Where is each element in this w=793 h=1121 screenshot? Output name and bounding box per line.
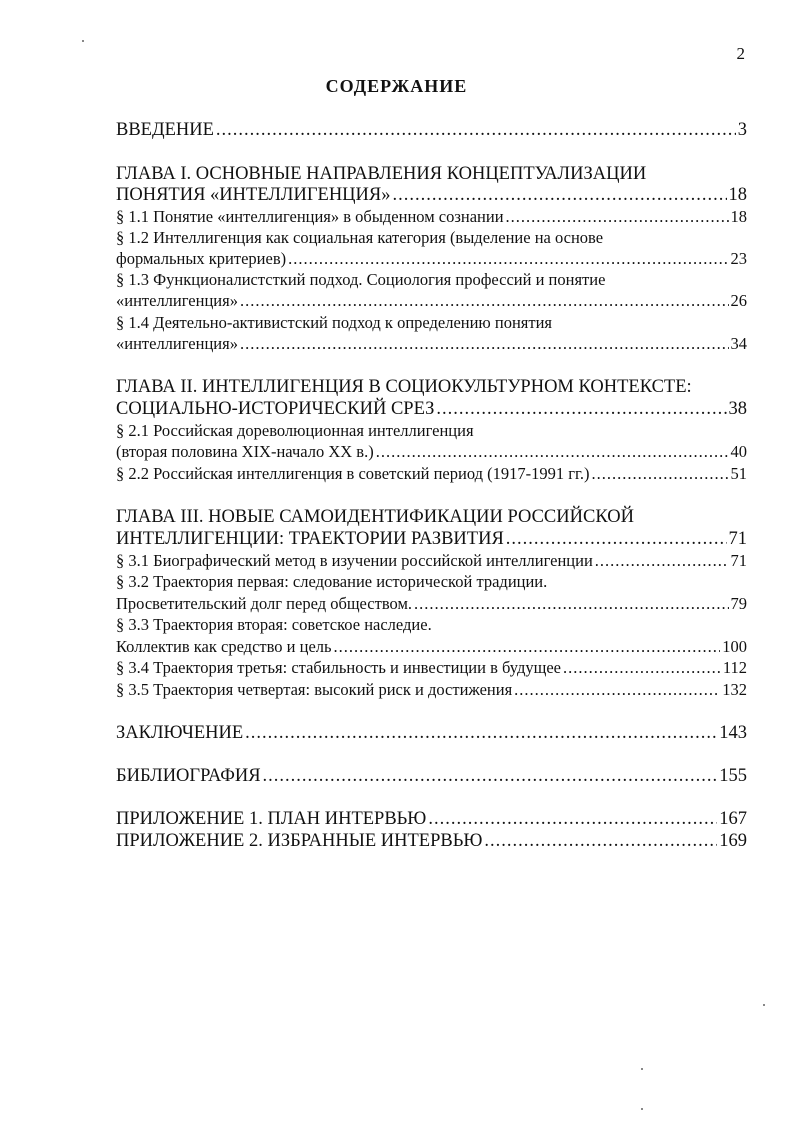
- toc-entry-conclusion: ЗАКЛЮЧЕНИЕ ..... 143: [116, 722, 747, 744]
- toc-entry-section-3-5: § 3.5 Траектория четвертая: высокий риск и достижения ..... 132: [116, 679, 747, 701]
- toc-entry-chapter-2: СОЦИАЛЬНО-ИСТОРИЧЕСКИЙ СРЕЗ ..... 38: [116, 398, 747, 420]
- toc-entry-introduction: ВВЕДЕНИЕ ..... 3: [116, 119, 747, 141]
- toc-entry-section-1-2-line-1: § 1.2 Интеллигенция как социальная категория (выделение на основе: [116, 228, 604, 247]
- scan-speck: [641, 1108, 643, 1110]
- toc-entry-chapter-3: ИНТЕЛЛИГЕНЦИИ: ТРАЕКТОРИИ РАЗВИТИЯ ..... 71: [116, 528, 747, 550]
- toc-entry-section-3-2-line-1: § 3.2 Траектория первая: следование исторической традиции.: [116, 572, 548, 591]
- scan-speck: [82, 40, 84, 42]
- toc-entry-bibliography: БИБЛИОГРАФИЯ ..... 155: [116, 765, 747, 787]
- toc-entry-appendix-1: ПРИЛОЖЕНИЕ 1. ПЛАН ИНТЕРВЬЮ ..... 167: [116, 808, 747, 830]
- toc-entry-section-1-2: формальных критериев) ..... 23: [116, 248, 747, 270]
- toc-entry-appendix-2: ПРИЛОЖЕНИЕ 2. ИЗБРАННЫЕ ИНТЕРВЬЮ ..... 169: [116, 830, 747, 852]
- toc-entry-section-2-1: (вторая половина XIX-начало XX в.) ..... 40: [116, 441, 747, 463]
- toc-entry-section-1-3: «интеллигенция» ..... 26: [116, 290, 747, 312]
- scan-speck: [641, 1068, 643, 1070]
- scan-speck: [763, 1004, 765, 1006]
- toc-entry-chapter-3-line-1: ГЛАВА III. НОВЫЕ САМОИДЕНТИФИКАЦИИ РОССИЙСКОЙ: [116, 507, 634, 527]
- toc-entry-section-1-1: § 1.1 Понятие «интеллигенция» в обыденном сознании ..... 18: [116, 206, 747, 228]
- toc-entry-section-3-3-line-1: § 3.3 Траектория вторая: советское наследие.: [116, 615, 432, 634]
- toc-entry-chapter-1-line-1: ГЛАВА I. ОСНОВНЫЕ НАПРАВЛЕНИЯ КОНЦЕПТУАЛИЗАЦИИ: [116, 164, 647, 184]
- toc-entry-section-3-4: § 3.4 Траектория третья: стабильность и инвестиции в будущее ..... 112: [116, 657, 747, 679]
- toc-entry-section-1-3-line-1: § 1.3 Функционалистсткий подход. Социология профессий и понятие: [116, 270, 606, 289]
- page-number: 2: [736, 44, 745, 63]
- page-title: СОДЕРЖАНИЕ: [325, 76, 468, 96]
- toc-entry-section-1-4: «интеллигенция» ..... 34: [116, 333, 747, 355]
- toc-entry-section-3-3: Коллектив как средство и цель ..... 100: [116, 636, 747, 658]
- toc-entry-section-3-1: § 3.1 Биографический метод в изучении российской интеллигенции ..... 71: [116, 550, 747, 572]
- toc-entry-section-2-1-line-1: § 2.1 Российская дореволюционная интеллигенция: [116, 421, 474, 440]
- toc-entry-chapter-1: ПОНЯТИЯ «ИНТЕЛЛИГЕНЦИЯ» ..... 18: [116, 184, 747, 206]
- toc-entry-section-3-2: Просветительский долг перед обществом. ..... 79: [116, 593, 747, 615]
- toc-entry-section-1-4-line-1: § 1.4 Деятельно-активистский подход к определению понятия: [116, 313, 553, 332]
- toc-entry-chapter-2-line-1: ГЛАВА II. ИНТЕЛЛИГЕНЦИЯ В СОЦИОКУЛЬТУРНОМ КОНТЕКСТЕ:: [116, 377, 692, 397]
- toc-entry-section-2-2: § 2.2 Российская интеллигенция в советский период (1917-1991 гг.) ..... 51: [116, 463, 747, 485]
